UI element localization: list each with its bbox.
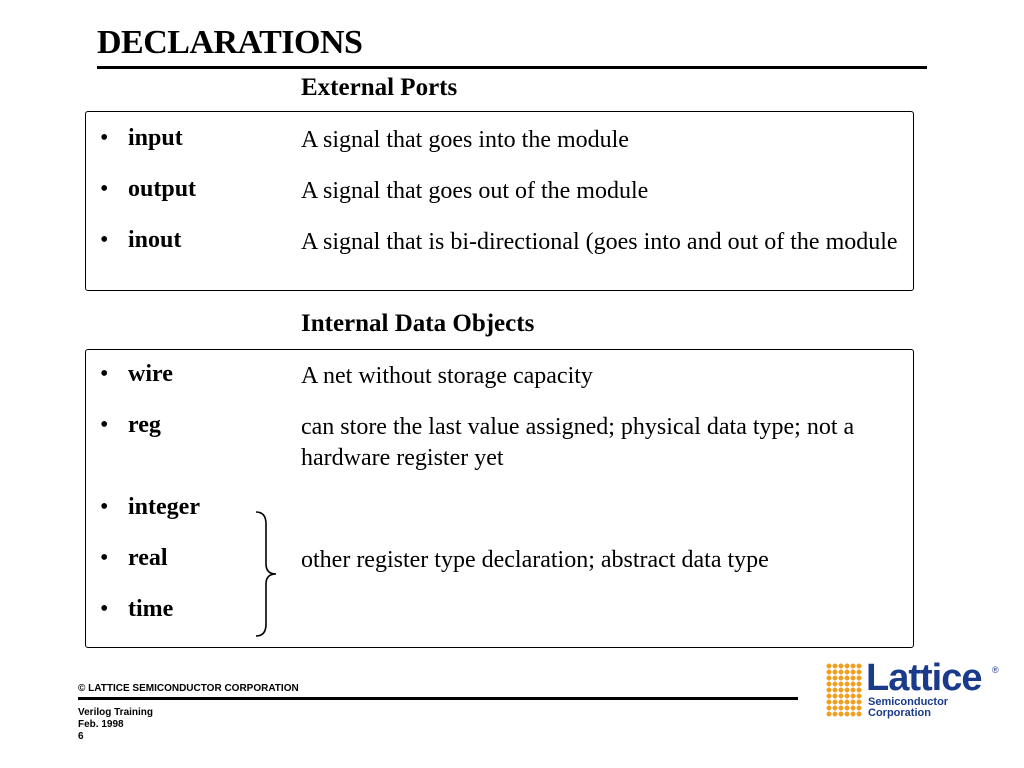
bullet: • (100, 227, 109, 253)
slide-title: DECLARATIONS (97, 24, 363, 61)
logo-wordmark: Lattice (866, 657, 982, 699)
copyright-text: © LATTICE SEMICONDUCTOR CORPORATION (78, 683, 299, 694)
bullet: • (100, 412, 109, 438)
term-wire: wire (128, 361, 173, 387)
bullet: • (100, 545, 109, 571)
footer-rule (78, 697, 798, 700)
logo-sub-line2: Corporation (868, 707, 931, 719)
term-output: output (128, 176, 197, 202)
desc-reg: can store the last value assigned; physical data type; not a hardware register yet (301, 414, 855, 471)
desc-input: A signal that goes into the module (301, 127, 629, 153)
title-underline (97, 66, 927, 69)
bullet: • (100, 125, 109, 151)
footer-course: Verilog Training (78, 707, 154, 718)
external-ports-heading: External Ports (301, 74, 458, 101)
page-number: 6 (78, 731, 84, 742)
internal-data-heading: Internal Data Objects (301, 310, 535, 337)
bullet: • (100, 176, 109, 202)
right-brace-icon (250, 508, 280, 640)
bullet: • (100, 361, 109, 387)
bullet: • (100, 596, 109, 622)
desc-wire: A net without storage capacity (301, 363, 593, 389)
desc-inout: A signal that is bi-directional (goes into and out of the module (301, 229, 898, 255)
term-reg: reg (128, 412, 161, 438)
internal-data-box (85, 349, 914, 648)
registered-mark: ® (992, 665, 999, 675)
desc-register-types: other register type declaration; abstract data type (301, 547, 769, 573)
bullet: • (100, 494, 109, 520)
lattice-logo (826, 657, 1016, 719)
term-real: real (128, 545, 168, 571)
logo-dots-icon (826, 663, 862, 717)
term-integer: integer (128, 494, 200, 520)
logo-sub-line1: Semiconductor (868, 696, 949, 708)
term-time: time (128, 596, 174, 622)
term-inout: inout (128, 227, 182, 253)
term-input: input (128, 125, 183, 151)
desc-output: A signal that goes out of the module (301, 178, 649, 204)
logo-subtitle (868, 697, 948, 719)
footer-date: Feb. 1998 (78, 719, 124, 730)
